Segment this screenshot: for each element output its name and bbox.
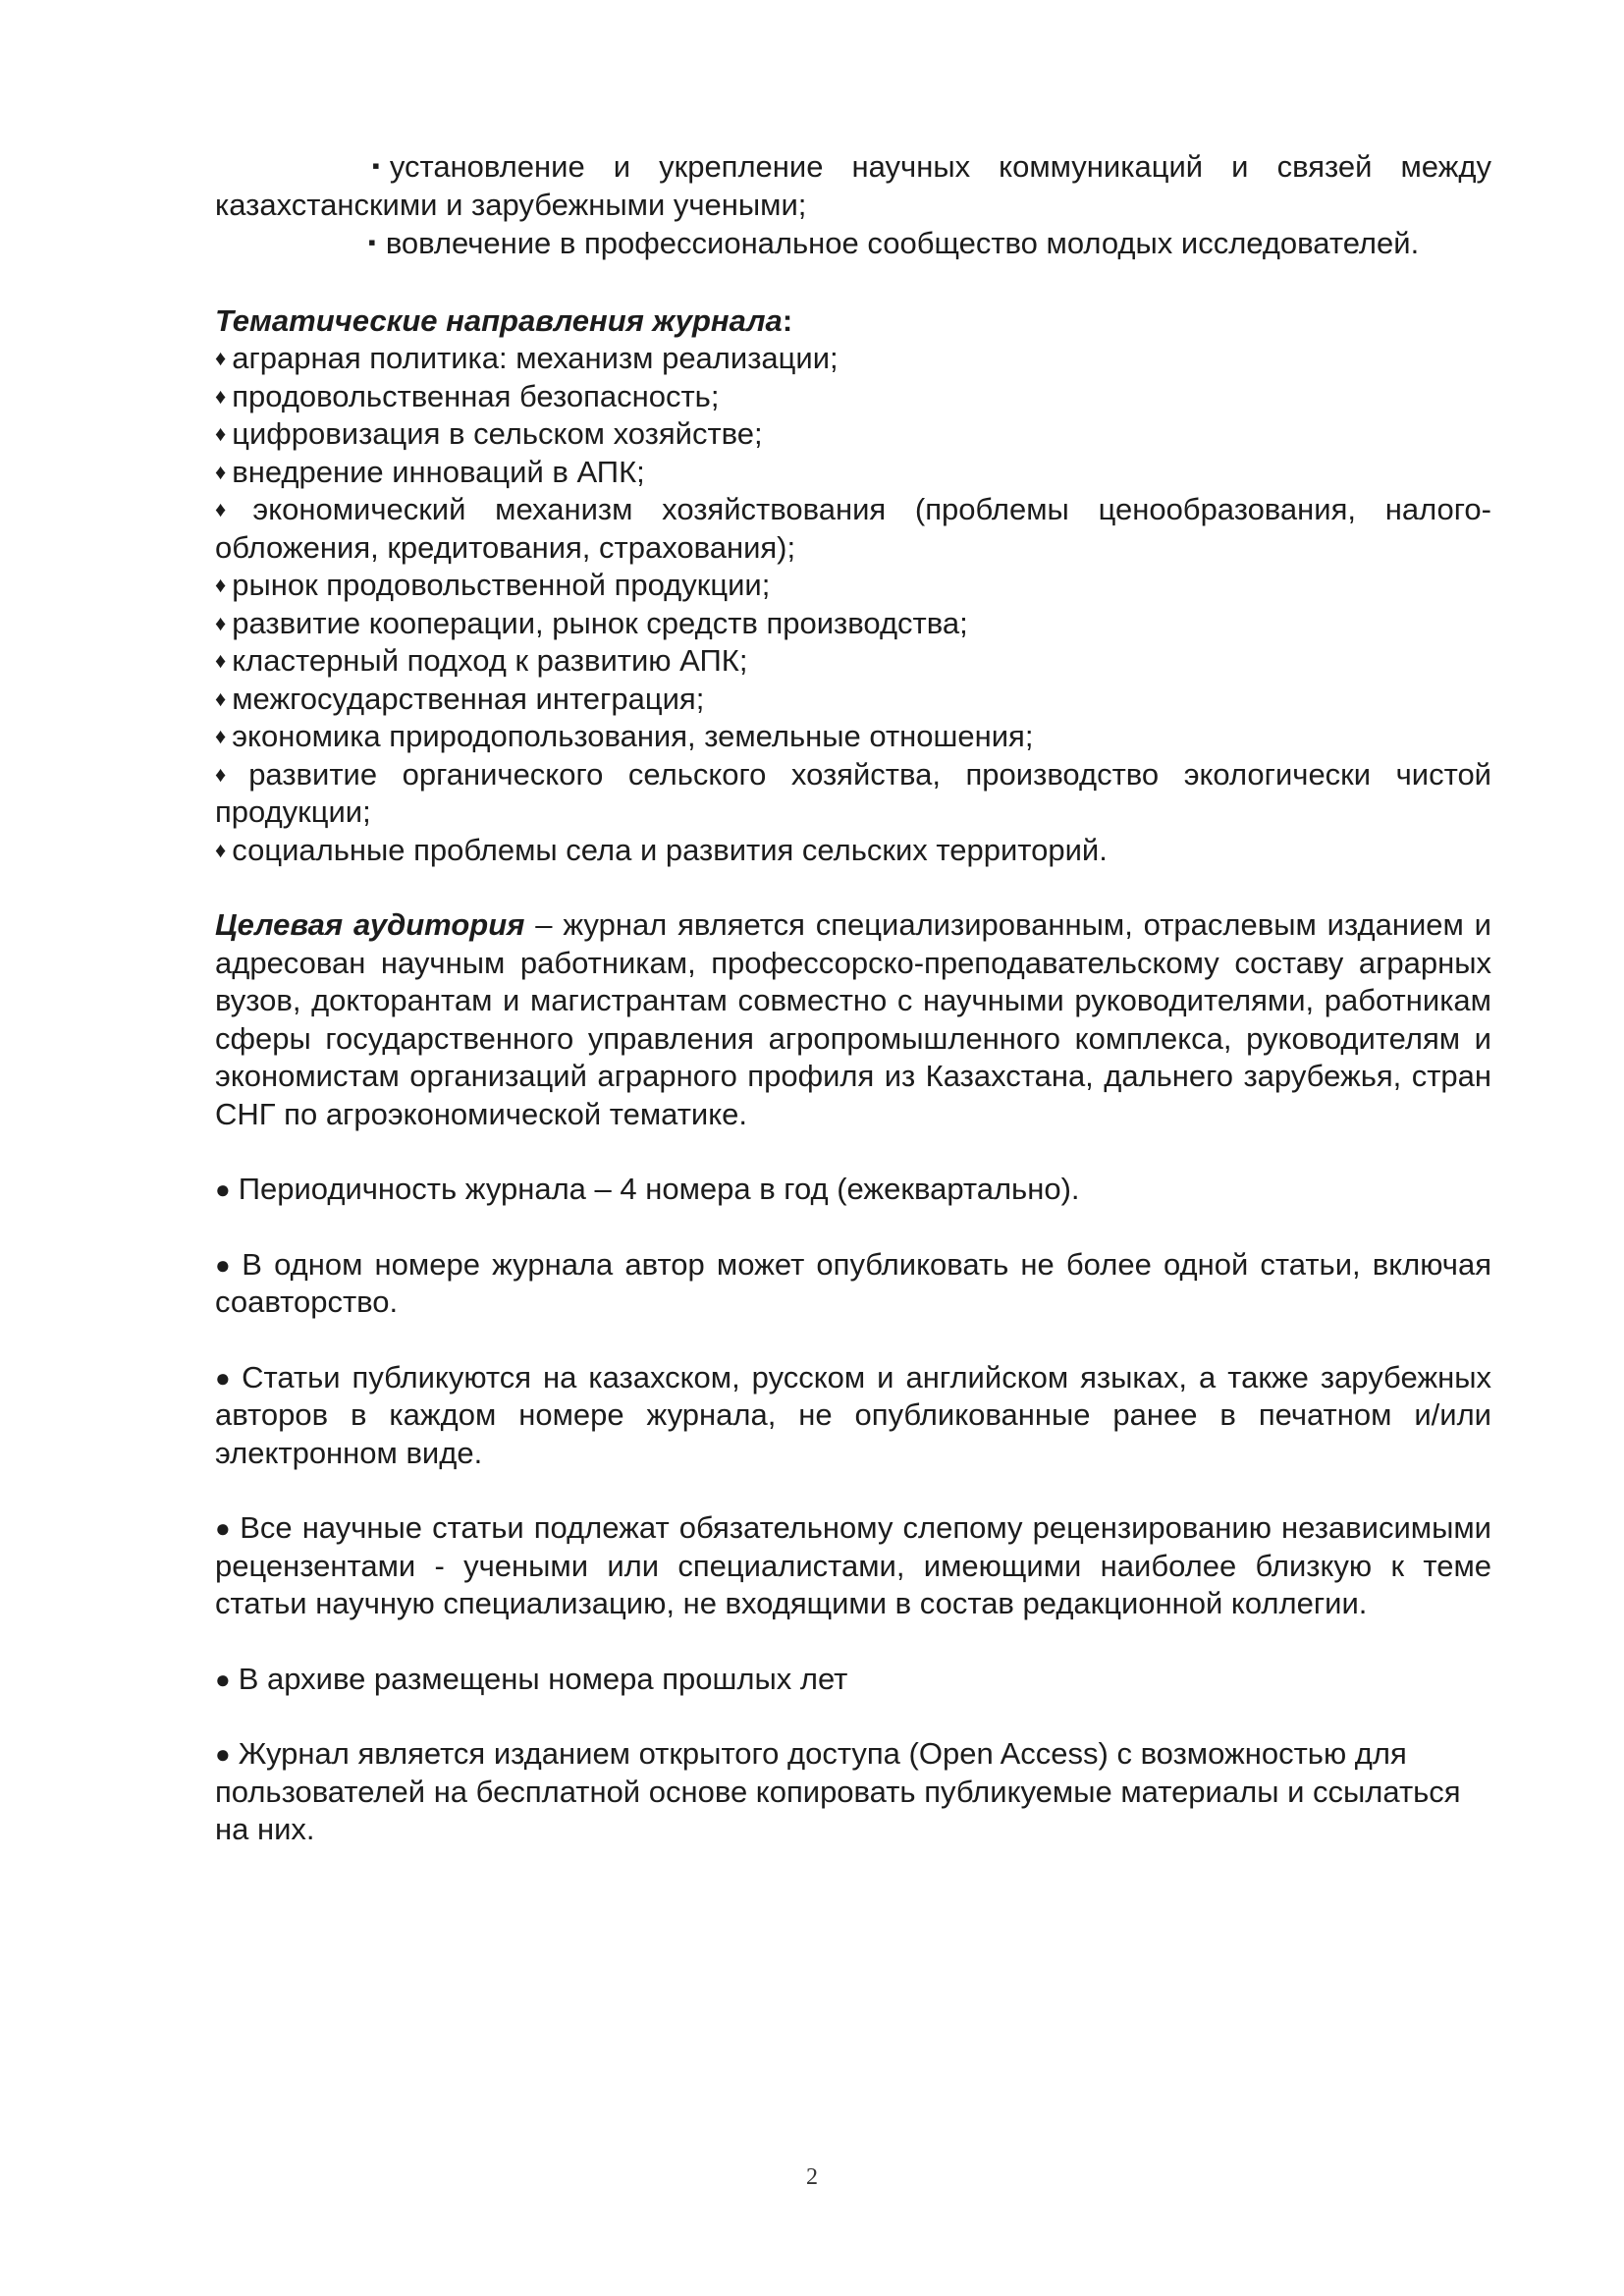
theme-item: ♦ аграрная политика: механизм реализации; [215,341,839,375]
page-content [215,147,1491,1849]
diamond-bullet-icon: ♦ [215,648,227,673]
theme-item: ♦ экономический механизм хозяйствования (проблемы ценообразования, налого-обложения, кредитования, страхования); [215,492,1491,565]
diamond-bullet-icon: ♦ [215,421,227,446]
goals-item-text: вовлечение в профессиональное сообщество молодых исследователей. [385,226,1420,260]
target-audience-text: – журнал является специализированным, отраслевым изданием и адресован научным работникам, профессорско-преподавательскому составу аграрных вузов, докторантам и магистрантам совместно с научными руководителями, работникам сферы государственного управления агропромышленного комплекса, руководителям и экономистам организаций аграрного профиля из Казахстана, дальнего зарубежья, стран СНГ по агроэкономической тематике. [215,907,1491,1131]
diamond-bullet-icon: ♦ [215,724,227,748]
theme-item: ♦ развитие органического сельского хозяйства, производство экологически чистой продукции; [215,756,1491,829]
diamond-bullet-icon: ♦ [215,573,227,597]
theme-item: ♦ внедрение инноваций в АПК; [215,454,645,489]
diamond-bullet-icon: ♦ [215,837,227,862]
dot-bullet-icon: ● [215,1664,231,1694]
diamond-bullet-icon: ♦ [215,497,247,521]
page-number: 2 [806,2164,818,2190]
goals-item [215,147,1491,224]
dot-bullet-icon: ● [215,1175,231,1204]
goals-item-text: установление и укрепление научных коммуникаций и связей между казахстанскими и зарубежными учеными; [215,149,1491,222]
theme-item: ♦ развитие кооперации, рынок средств производства; [215,605,968,640]
diamond-bullet-icon: ♦ [215,346,227,370]
target-audience-paragraph [215,906,1491,1133]
theme-item: ♦ продовольственная безопасность; [215,378,720,413]
themes-list [215,340,1491,869]
square-bullet-icon: ▪ [368,230,376,254]
note-periodicity: ● Периодичность журнала – 4 номера в год (ежеквартально). [215,1172,1080,1206]
diamond-bullet-icon: ♦ [215,459,227,484]
target-audience-term: Целевая аудитория [215,907,525,942]
diamond-bullet-icon: ♦ [215,685,227,711]
themes-heading-text: Тематические направления журнала [215,302,783,338]
theme-item: ♦ социальные проблемы села и развития сельских территорий. [215,832,1108,867]
dot-bullet-icon: ● [215,1249,235,1280]
note-archive: ● В архиве размещены номера прошлых лет [215,1661,848,1696]
theme-item: ♦ рынок продовольственной продукции; [215,568,771,602]
diamond-bullet-icon: ♦ [215,610,227,635]
theme-item: ♦ межгосударственная интеграция; [215,681,705,716]
dot-bullet-icon: ● [215,1739,231,1769]
note-one-article: ● В одном номере журнала автор может опубликовать не более одной статьи, включая соавторство. [215,1246,1491,1319]
note-languages: ● Статьи публикуются на казахском, русском и английском языках, а также зарубежных авторов в каждом номере журнала, не опубликованные ранее в печатном и/или электронном виде. [215,1359,1491,1470]
theme-item: ♦ цифровизация в сельском хозяйстве; [215,416,763,451]
dot-bullet-icon: ● [215,1362,235,1393]
themes-heading: Тематические направления журнала: [215,302,793,338]
theme-item: ♦ экономика природопользования, земельные отношения; [215,719,1034,753]
note-open-access: ● Журнал является изданием открытого доступа (Open Access) с возможностью для пользователей на бесплатной основе копировать публикуемые материалы и ссылаться на них. [215,1736,1461,1846]
theme-item: ♦ кластерный подход к развитию АПК; [215,643,748,678]
note-review: ● Все научные статьи подлежат обязательному слепому рецензированию независимыми рецензентами - учеными или специалистами, имеющими наиболее близкую к теме статьи научную специализацию, не входящими в состав редакционной коллегии. [215,1510,1491,1620]
square-bullet-icon: ▪ [372,153,380,178]
diamond-bullet-icon: ♦ [215,383,227,409]
diamond-bullet-icon: ♦ [215,761,244,787]
goals-item [215,224,1491,263]
dot-bullet-icon: ● [215,1513,233,1543]
